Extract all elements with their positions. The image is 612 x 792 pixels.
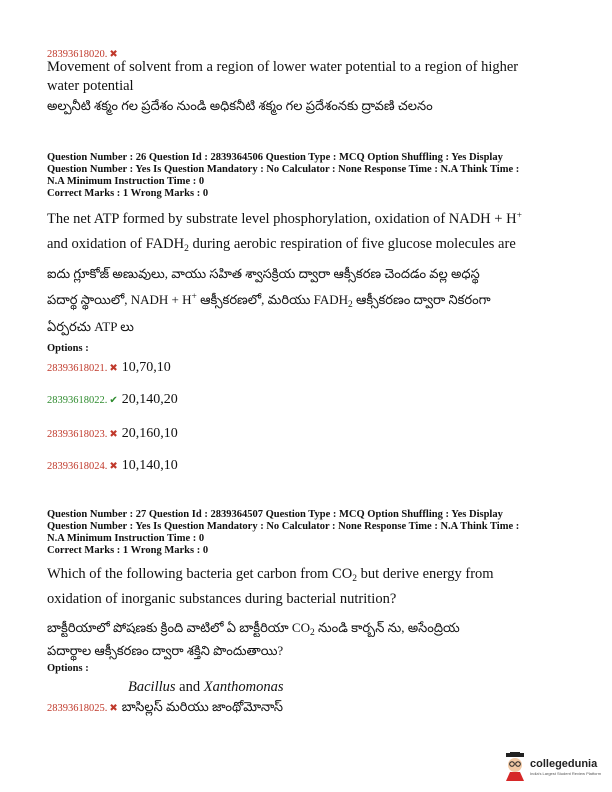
wrong-mark-icon: ✖ <box>109 49 118 60</box>
wrong-mark-icon: ✖ <box>109 461 118 472</box>
option-text-en: Movement of solvent from a region of lower water potential to a region of higher <box>47 59 519 75</box>
option-text: 10,140,10 <box>121 458 178 473</box>
wrong-mark-icon: ✖ <box>109 703 118 714</box>
option-text-en: Bacillus and Xanthomonas <box>128 679 284 695</box>
marks: Correct Marks : 1 Wrong Marks : 0 <box>47 545 209 556</box>
brand-tagline: India's Largest Student Review Platform <box>530 770 602 776</box>
collegedunia-logo <box>502 752 601 782</box>
option-id: 28393618023. <box>47 429 108 440</box>
question-text-en-cont: and oxidation of $FADH_2$ during aerobic respiration of five glucose molecules are <box>47 236 516 254</box>
marks: Correct Marks : 1 Wrong Marks : 0 <box>47 188 209 199</box>
wrong-mark-icon: ✖ <box>109 363 118 374</box>
question-text-te-cont: పదార్థాల ఆక్సీకరణం ద్వారా శక్తిని పొందుతాయి? <box>47 643 284 658</box>
option-text-en-cont: water potential <box>47 78 134 94</box>
question-text-en-cont: oxidation of inorganic substances during bacterial nutrition? <box>47 591 397 607</box>
option-id: 28393618022. <box>47 395 108 406</box>
options-label: Options : <box>47 663 89 674</box>
question-text-en: The net ATP formed by substrate level phosphorylation, oxidation of NADH + H+ <box>47 211 522 227</box>
option-text-te: అల్పనీటి శక్మం గల ప్రదేశం నుండి అధికనీటి శక్మం గల ప్రదేశంనకు ద్రావణి చలనం <box>47 98 433 113</box>
option-id: 28393618021. <box>47 363 108 374</box>
option-row[interactable] <box>47 698 283 718</box>
option-id: 28393618020. <box>47 49 108 60</box>
option-text: 20,140,20 <box>121 392 178 407</box>
question-27-meta: Question Number : 27 Question Id : 2839364507 Question Type : MCQ Option Shuffling : Yes Display Question Number : Yes Is Question Mandatory : No Calculator : None Response Time : N.A Think Time : N.A Minimum Instruction Time : 0 Correct Marks : 1 Wrong Marks : 0 <box>47 509 520 556</box>
question-text-te: ఐదు గ్లూకోజ్ అణువులు, వాయు సహిత శ్వాసక్రియ ద్వారా ఆక్సీకరణ చెందడం వల్ల అధస్థ <box>47 266 480 281</box>
option-text: 20,160,10 <box>121 426 178 441</box>
question-text-te: బాక్టీరియాలో పోషణకు క్రింది వాటిలో ఏ బాక్టీరియా $CO_2$ నుండి కార్బన్ ను, అసేంద్రియ <box>47 620 460 638</box>
question-text-te-cont: పదార్థ స్థాయిలో, NADH + H+ ఆక్సీకరణలో, మరియు $FADH_2$ ఆక్సీకరణం ద్వారా నికరంగా <box>47 292 491 310</box>
option-id: 28393618025. <box>47 703 108 714</box>
check-mark-icon: ✔ <box>109 395 118 406</box>
option-row[interactable] <box>47 390 178 408</box>
question-text-te-cont2: ఏర్పరచు ATP లు <box>47 319 134 334</box>
option-row[interactable] <box>47 456 178 474</box>
option-text-te: బాసిల్లస్ మరియు జాంథోమోనాస్ <box>121 699 284 714</box>
option-id: 28393618024. <box>47 461 108 472</box>
option-row[interactable] <box>47 358 171 376</box>
mascot-icon <box>502 752 528 782</box>
wrong-mark-icon: ✖ <box>109 429 118 440</box>
option-row[interactable] <box>47 424 178 442</box>
question-26-meta: Question Number : 26 Question Id : 2839364506 Question Type : MCQ Option Shuffling : Yes Display Question Number : Yes Is Question Mandatory : No Calculator : None Response Time : N.A Think Time : N.A Minimum Instruction Time : 0 Correct Marks : 1 Wrong Marks : 0 <box>47 152 520 199</box>
brand-name: collegedunia <box>530 757 598 770</box>
question-text-en: Which of the following bacteria get carbon from $CO_2$ but derive energy from <box>47 566 494 584</box>
option-text: 10,70,10 <box>121 360 171 375</box>
options-label: Options : <box>47 343 89 354</box>
